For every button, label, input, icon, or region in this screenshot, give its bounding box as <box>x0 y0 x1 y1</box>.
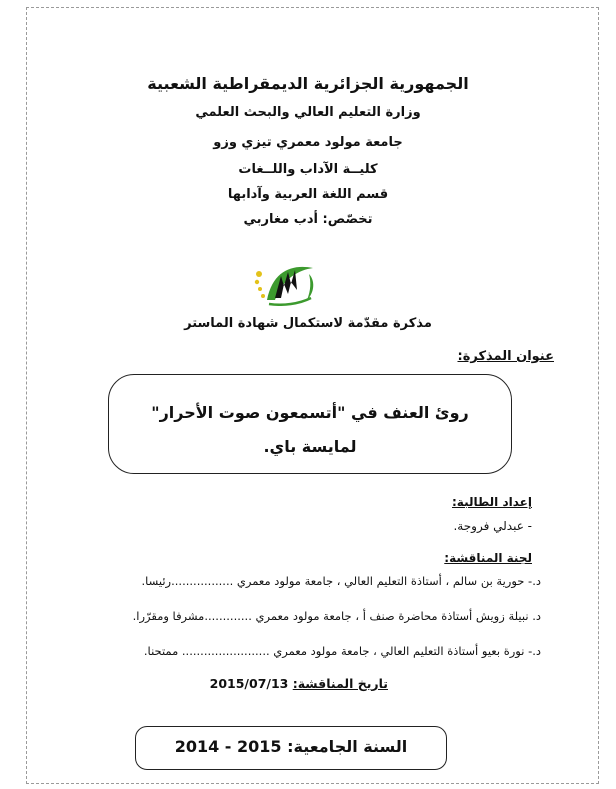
faculty-line: كليــة الآداب واللــغات <box>238 162 378 177</box>
committee-member: د.- نورة بعيو أستاذة التعليم العالي ، جامعة مولود معمري ........................ ممتحنا. <box>143 644 541 658</box>
defense-date-value: 2015/07/13 <box>209 676 289 691</box>
memo-type-line: مذكرة مقدّمة لاستكمال شهادة الماستر <box>184 316 432 331</box>
specialty-line: تخصّص: أدب مغاربي <box>243 212 373 227</box>
student-name: - عبدلي فروجة. <box>453 519 532 533</box>
thesis-title-label: عنوان المذكرة: <box>457 349 554 364</box>
committee-member: د.- حورية بن سالم ، أستاذة التعليم العالي ، جامعة مولود معمري .................رئيسا. <box>141 574 541 588</box>
ministry-line: وزارة التعليم العالي والبحث العلمي <box>195 105 421 120</box>
defense-date-label: تاريخ المناقشة: <box>292 676 388 691</box>
defense-date <box>210 676 388 691</box>
academic-year-value: 2014 - 2015 <box>174 737 282 756</box>
thesis-title-line-1: روئ العنف في "أتسمعون صوت الأحرار" <box>151 403 469 422</box>
thesis-title-box <box>108 374 512 474</box>
academic-year-box <box>135 726 447 770</box>
department-line: قسم اللغة العربية وآدابها <box>227 187 389 202</box>
thesis-title-line-2: لمايسة باي. <box>263 437 357 456</box>
committee-label: لجنة المناقشة: <box>444 551 532 565</box>
academic-year-label: السنة الجامعية: <box>287 737 408 756</box>
student-label: إعداد الطالبة: <box>452 495 532 509</box>
university-logo-icon <box>253 260 319 306</box>
committee-member: د. نبيلة زويش أستاذة محاضرة صنف أ ، جامعة مولود معمري .............مشرفا ومقرّرا. <box>132 609 541 623</box>
university-line: جامعة مولود معمري تيزي وزو <box>213 135 403 150</box>
republic-line: الجمهورية الجزائرية الديمقراطية الشعبية <box>147 74 469 93</box>
